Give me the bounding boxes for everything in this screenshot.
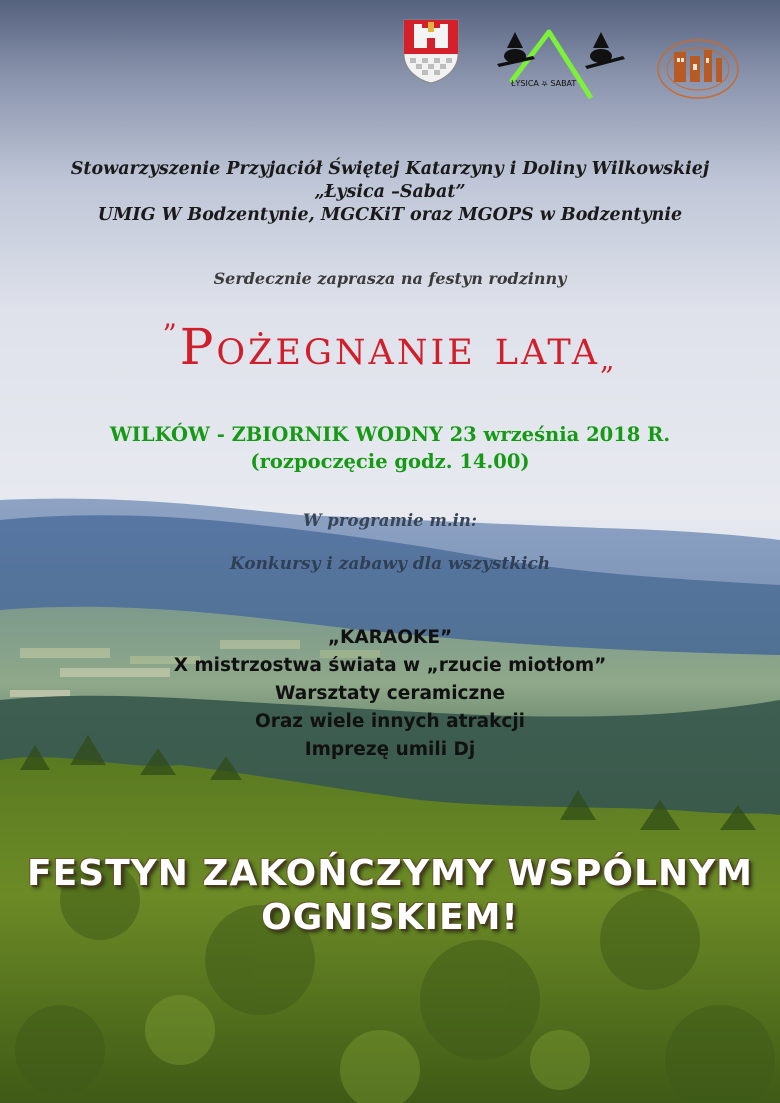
organizers-line-3: UMIG W Bodzentynie, MGCKiT oraz MGOPS w Bodzentynie — [97, 205, 683, 225]
title-close-quote: „ — [600, 343, 618, 376]
program-item-karaoke: „KARAOKE” — [327, 627, 453, 648]
bodzentyn-crest-logo — [402, 18, 460, 84]
event-title — [0, 318, 780, 376]
title-text: Pożegnanie lata — [179, 318, 601, 376]
lysica-sabat-logo — [493, 26, 627, 102]
title-open-quote: ” — [162, 318, 180, 351]
finale-line-1: FESTYN ZAKOŃCZYMY WSPÓLNYM — [27, 853, 753, 894]
program-list — [0, 624, 780, 764]
start-time-line: (rozpoczęcie godz. 14.00) — [250, 450, 530, 473]
program-item-ceramics: Warsztaty ceramiczne — [275, 683, 505, 704]
program-heading: W programie m.in: — [303, 511, 477, 530]
location-block — [0, 421, 780, 475]
program-intro: Konkursy i zabawy dla wszystkich — [229, 554, 551, 574]
organizers-line-1: Stowarzyszenie Przyjaciół Świętej Katarzyny i Doliny Wilkowskiej — [70, 159, 710, 179]
program-item-attractions: Oraz wiele innych atrakcji — [254, 711, 526, 732]
lysica-caption: ŁYSICA ⛧ SABAT — [511, 79, 577, 88]
location-line: WILKÓW - ZBIORNIK WODNY 23 września 2018 R. — [109, 423, 671, 446]
invitation-text: Serdecznie zaprasza na festyn rodzinny — [213, 269, 567, 288]
organizers-line-2: „Łysica –Sabat” — [314, 182, 466, 202]
program-item-dj: Imprezę umili Dj — [304, 739, 476, 760]
finale-line-2: OGNISKIEM! — [261, 897, 519, 938]
organizers-block — [0, 158, 780, 227]
association-stamp-logo — [656, 38, 740, 100]
finale-text — [0, 852, 780, 940]
program-item-broom-throw: X mistrzostwa świata w „rzucie miotłom” — [173, 655, 607, 676]
